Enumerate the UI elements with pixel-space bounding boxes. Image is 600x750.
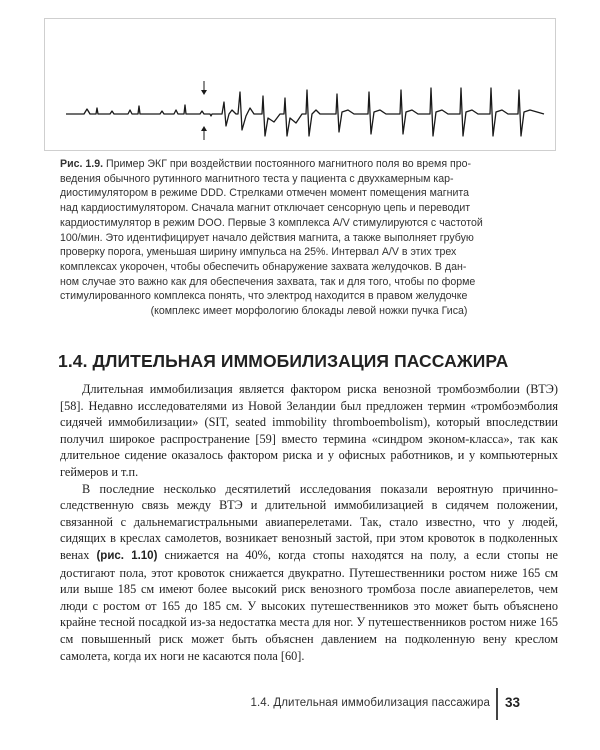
caption-line: ном случае это важно как для обеспечения захвата, так и для того, чтобы по форме xyxy=(60,275,476,288)
page-number: 33 xyxy=(505,695,521,710)
caption-line: комплексах укорочен, чтобы обеспечить обнаружение захвата желудочков. В дан- xyxy=(60,260,467,273)
figure-reference: (рис. 1.10) xyxy=(96,549,158,562)
ecg-figure xyxy=(44,18,556,151)
body-text xyxy=(60,381,558,664)
running-title: 1.4. Длительная иммобилизация пассажира xyxy=(250,697,490,709)
paragraph xyxy=(60,481,558,665)
caption-line: 100/мин. Это идентифицирует начало действия магнита, а также выполняет грубую xyxy=(60,231,474,244)
ecg-trace-graphic xyxy=(44,18,556,151)
caption-line: над кардиостимулятором. Сначала магнит отключает сенсорную цепь и переводит xyxy=(60,202,471,215)
caption-line: Пример ЭКГ при воздействии постоянного магнитного поля во время про- xyxy=(103,158,472,170)
caption-line: проверку порога, уменьшая ширину импульса на 25%. Интервал A/V в этих трех xyxy=(60,246,457,259)
figure-caption xyxy=(60,157,558,319)
caption-line: ведения обычного рутинного магнитного теста у пациента с двухкамерным кар- xyxy=(60,172,454,185)
footer-divider xyxy=(496,688,498,720)
figure-label: Рис. 1.9. xyxy=(60,158,104,170)
paragraph-text: снижается на 40%, когда стопы находятся на полу, а если стопы не достигают пола, этот кровоток снижается двукратно. Путешественники ростом ниже 165 см или выше 185 см имеют более высокий риск венозного тромбоза после авиаперелетов, чем люди с ростом от 165 до 185 см. У высоких путешественников это может быть объяснено крайне тесной посадкой из-за недостатка места для ног. У путешественников ростом ниже 165 см повышенный риск может быть объяснен давлением на подколенную вену креслом самолета, когда их ноги не касаются пола [60]. xyxy=(60,547,558,663)
page-footer xyxy=(0,688,600,728)
paragraph: Длительная иммобилизация является фактором риска венозной тромбоэмболии (ВТЭ) [58]. Недавно исследователями из Новой Зеландии был предложен термин «тромбоэмболия сидячей иммобилизации» (SIT, seated immobility thromboembolism), который впоследствии получил широкое распространение [59] вместо термина «синдром эконом-класса», так как длительное сидение оказалось фактором риска и у офисных работников, и у компьютерных геймеров и т.п. xyxy=(60,382,558,479)
caption-line: кардиостимулятор в режим DOO. Первые 3 комплекса A/V стимулируются с частотой xyxy=(60,216,483,229)
caption-line: диостимулятором в режиме DDD. Стрелками отмечен момент помещения магнита xyxy=(60,187,469,200)
caption-line: стимулированного комплекса понять, что электрод находится в правом желудочке xyxy=(60,290,468,303)
paragraph-text: В последние несколько десятилетий исследования показали вероятную причинно-следственную связь между ВТЭ и длительной иммобилизацией в сидячем положении, связанной с дальнемагистральными авиаперелетами. Так, стало известно, что у людей, сидящих в креслах самолетов, возникает венозный застой, при этом кровоток в подколенных венах xyxy=(60,481,558,562)
section-heading: 1.4. ДЛИТЕЛЬНАЯ ИММОБИЛИЗАЦИЯ ПАССАЖИРА xyxy=(58,351,509,371)
caption-line: (комплекс имеет морфологию блокады левой ножки пучка Гиса) xyxy=(150,305,468,318)
